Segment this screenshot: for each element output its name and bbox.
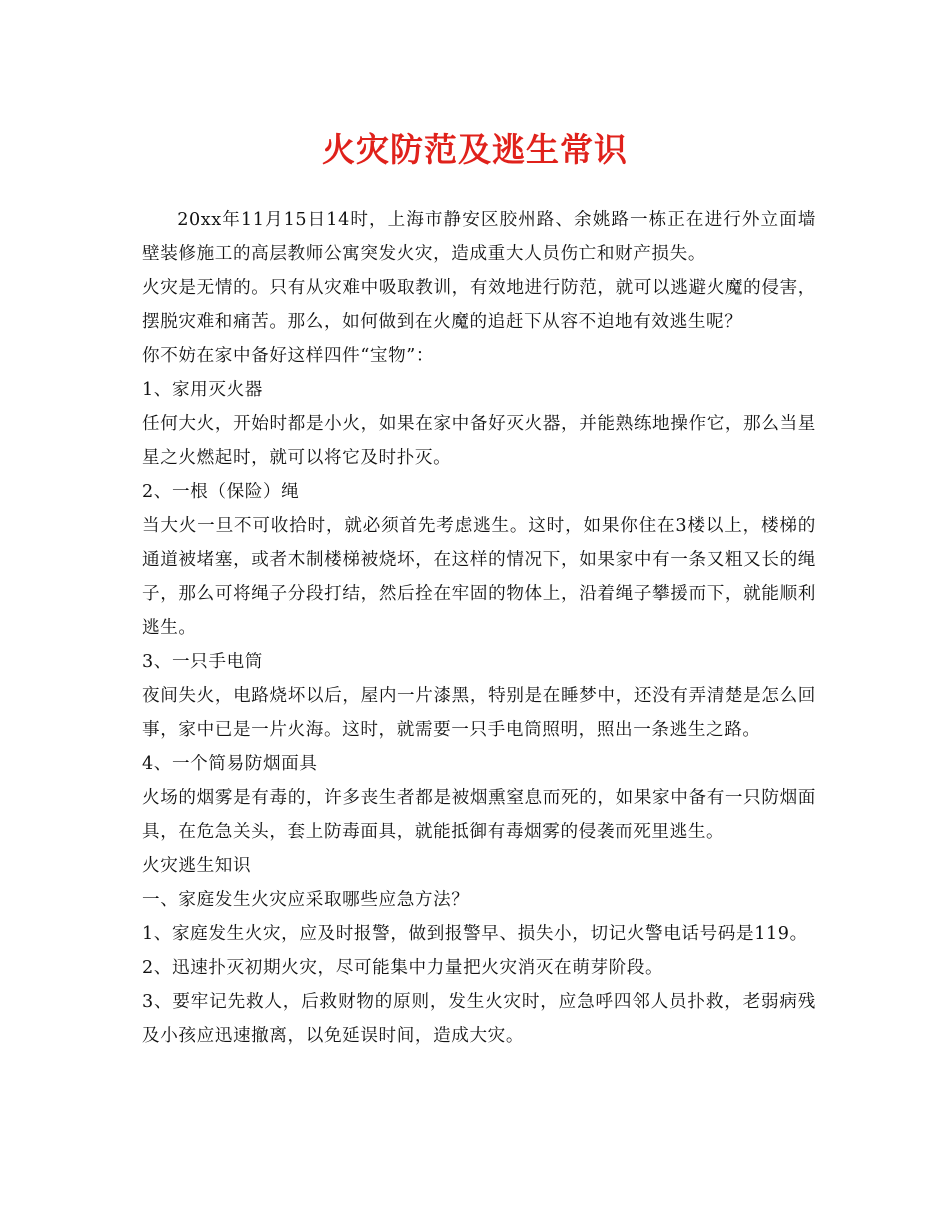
list-heading: 4、一个简易防烟面具: [142, 754, 318, 774]
paragraph: 当大火一旦不可收拾时，就必须首先考虑逃生。这时，如果你住在3楼以上，楼梯的通道被堵塞，或者木制楼梯被烧坏，在这样的情况下，如果家中有一条又粗又长的绳子，那么可将绳子分段打结，然后拴在牢固的物体上，沿着绳子攀援而下，就能顺利逃生。: [142, 516, 816, 638]
paragraph: 火灾是无情的。只有从灾难中吸取教训，有效地进行防范，就可以逃避火魔的侵害，摆脱灾难和痛苦。那么，如何做到在火魔的追赶下从容不迫地有效逃生呢？: [142, 278, 816, 332]
list-heading: 2、一根（保险）绳: [142, 482, 300, 502]
paragraph: 任何大火，开始时都是小火，如果在家中备好灭火器，并能熟练地操作它，那么当星星之火燃起时，就可以将它及时扑灭。: [142, 414, 816, 468]
paragraph: 2、迅速扑灭初期火灾，尽可能集中力量把火灾消灭在萌芽阶段。: [142, 958, 664, 978]
paragraph: 火场的烟雾是有毒的，许多丧生者都是被烟熏窒息而死的，如果家中备有一只防烟面具，在危急关头，套上防毒面具，就能抵御有毒烟雾的侵袭而死里逃生。: [142, 788, 816, 842]
list-heading: 3、一只手电筒: [142, 652, 263, 672]
paragraph-intro: 20xx年11月15日14时，上海市静安区胶州路、余姚路一栋正在进行外立面墙壁装修施工的高层教师公寓突发火灾，造成重大人员伤亡和财产损失。: [142, 210, 816, 264]
document-title: 火灾防范及逃生常识: [322, 130, 628, 169]
section-heading: 一、家庭发生火灾应采取哪些应急方法？: [142, 890, 470, 910]
paragraph: 夜间失火，电路烧坏以后，屋内一片漆黑，特别是在睡梦中，还没有弄清楚是怎么回事，家中已是一片火海。这时，就需要一只手电筒照明，照出一条逃生之路。: [142, 686, 816, 740]
paragraph: 3、要牢记先救人，后救财物的原则，发生火灾时，应急呼四邻人员扑救，老弱病残及小孩应迅速撤离，以免延误时间，造成大灾。: [142, 992, 816, 1046]
paragraph: 你不妨在家中备好这样四件“宝物”：: [142, 346, 435, 366]
section-heading: 火灾逃生知识: [142, 856, 252, 876]
list-heading: 1、家用灭火器: [142, 380, 263, 400]
paragraph: 1、家庭发生火灾，应及时报警，做到报警早、损失小，切记火警电话号码是119。: [142, 924, 808, 944]
document-body: [142, 203, 816, 1053]
